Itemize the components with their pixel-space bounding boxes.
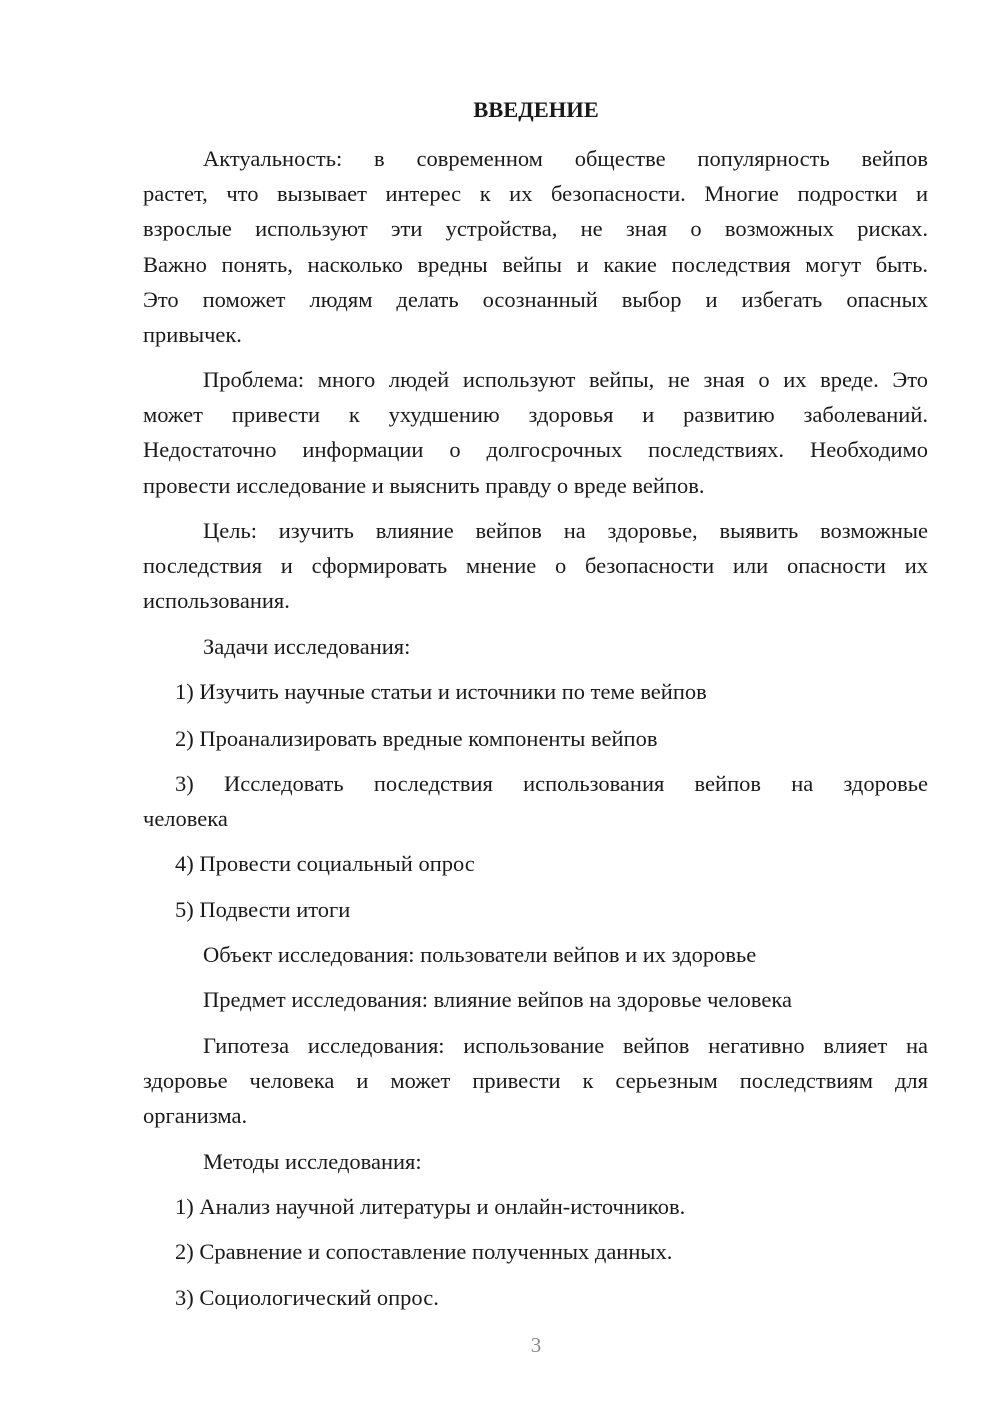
text-line: 2) Сравнение и сопоставление полученных данных. xyxy=(175,1239,673,1264)
text-line: человека xyxy=(143,806,228,831)
text-line: 3) Социологический опрос. xyxy=(175,1285,439,1310)
text-line: Цель: изучить влияние вейпов на здоровье, выявить возможные xyxy=(203,518,928,543)
text-line: провести исследование и выяснить правду о вреде вейпов. xyxy=(143,473,705,498)
text-line: Это поможет людям делать осознанный выбор и избегать опасных xyxy=(143,287,928,312)
text-line: Методы исследования: xyxy=(203,1149,422,1174)
text-line: организма. xyxy=(143,1103,248,1128)
text-line: Проблема: много людей используют вейпы, не зная о их вреде. Это xyxy=(203,367,928,392)
text-line: привычек. xyxy=(143,322,242,347)
text-line: Гипотеза исследования: использование вейпов негативно влияет на xyxy=(203,1033,928,1058)
text-line: Задачи исследования: xyxy=(203,634,411,659)
text-line: Важно понять, насколько вредны вейпы и какие последствия могут быть. xyxy=(143,252,928,277)
text-line: 1) Анализ научной литературы и онлайн-источников. xyxy=(175,1194,686,1219)
text-line: Предмет исследования: влияние вейпов на здоровье человека xyxy=(203,987,792,1012)
text-line: взрослые используют эти устройства, не зная о возможных рисках. xyxy=(143,216,928,241)
text-line: растет, что вызывает интерес к их безопасности. Многие подростки и xyxy=(143,181,928,206)
text-line: 2) Проанализировать вредные компоненты вейпов xyxy=(175,726,658,751)
text-line: Актуальность: в современном обществе популярность вейпов xyxy=(203,146,928,171)
text-line: 5) Подвести итоги xyxy=(175,897,351,922)
text-line: использования. xyxy=(143,588,290,613)
text-line: 1) Изучить научные статьи и источники по теме вейпов xyxy=(175,679,707,704)
text-line: последствия и сформировать мнение о безопасности или опасности их xyxy=(143,553,928,578)
text-line: Недостаточно информации о долгосрочных последствиях. Необходимо xyxy=(143,437,928,462)
page-title: ВВЕДЕНИЕ xyxy=(473,97,599,122)
text-line: Объект исследования: пользователи вейпов и их здоровье xyxy=(203,942,757,967)
text-line: 3) Исследовать последствия использования вейпов на здоровье xyxy=(175,771,928,796)
text-line: 4) Провести социальный опрос xyxy=(175,851,475,876)
page-number: 3 xyxy=(530,1333,542,1357)
text-line: здоровье человека и может привести к серьезным последствиям для xyxy=(143,1068,928,1093)
text-line: может привести к ухудшению здоровья и развитию заболеваний. xyxy=(143,402,928,427)
